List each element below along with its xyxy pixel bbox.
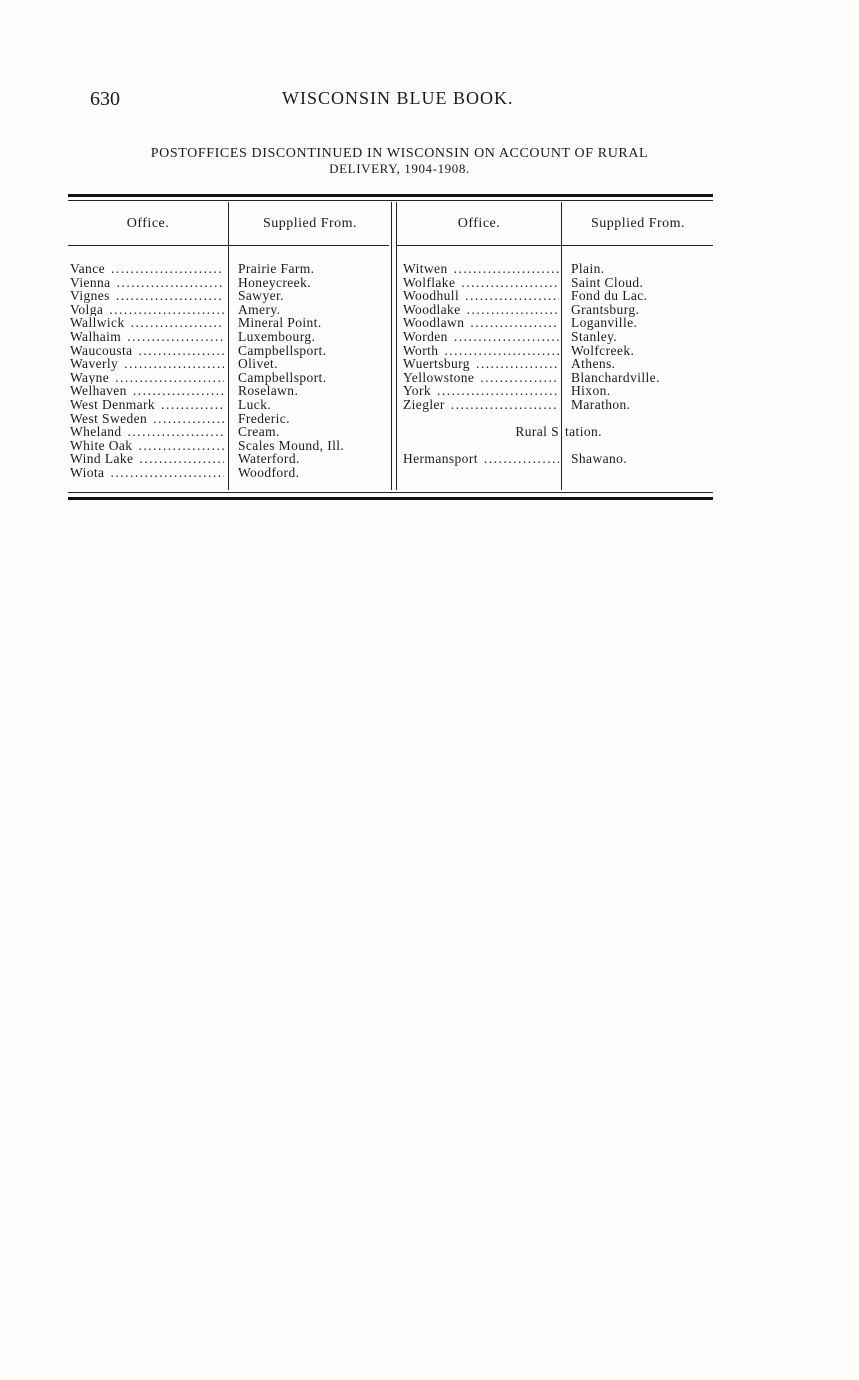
rural-station-label-left: Rural S	[515, 424, 559, 439]
leader-dots	[480, 371, 559, 385]
office-name: Witwen	[403, 262, 448, 276]
office-name: White Oak	[70, 438, 133, 453]
supplied-from-cell: Fond du Lac.	[571, 288, 648, 304]
office-cell	[403, 344, 559, 358]
office-name: Worden	[403, 329, 448, 344]
office-cell	[403, 357, 559, 371]
leader-dots	[484, 452, 559, 466]
supplied-from-cell: Plain.	[571, 261, 605, 276]
leader-dots	[451, 398, 559, 412]
supplied-from-cell: Roselawn.	[238, 383, 299, 399]
office-cell	[70, 357, 224, 371]
supplied-from-cell: Prairie Farm.	[238, 261, 315, 276]
supplied-from-cell: Sawyer.	[238, 288, 284, 304]
office-cell	[70, 439, 224, 453]
leader-dots	[139, 452, 224, 466]
supplied-from-cell: Hixon.	[571, 383, 611, 399]
right-supplied-column	[571, 262, 711, 412]
table-top-rule-thin	[68, 200, 713, 201]
leader-dots	[476, 357, 559, 371]
column-header-office-left: Office.	[126, 216, 170, 231]
leader-dots	[444, 344, 559, 358]
leader-dots	[124, 357, 224, 371]
office-cell	[70, 466, 224, 480]
leader-dots	[109, 303, 224, 317]
office-name: Waucousta	[70, 343, 133, 358]
office-cell	[403, 289, 559, 303]
leader-dots	[116, 289, 224, 303]
header-rule	[68, 245, 389, 246]
leader-dots	[454, 330, 559, 344]
office-name: Wheland	[70, 425, 122, 439]
leader-dots	[117, 276, 224, 290]
table-title	[82, 146, 717, 176]
table-title-line1: POSTOFFICES DISCONTINUED IN WISCONSIN ON ACCOUNT OF RURAL	[150, 146, 649, 161]
office-cell	[403, 371, 559, 385]
supplied-from-cell: Luck.	[238, 396, 272, 412]
office-cell	[70, 262, 224, 276]
rural-station-label-right: tation.	[565, 424, 602, 439]
office-cell	[403, 398, 559, 412]
office-name: Vignes	[70, 289, 110, 303]
office-name: Wolflake	[403, 275, 456, 290]
office-cell	[403, 276, 559, 290]
office-name: West Sweden	[70, 411, 148, 426]
office-name: Welhaven	[70, 384, 127, 398]
supplied-from-cell: Mineral Point.	[238, 315, 322, 331]
office-cell	[70, 276, 224, 290]
office-cell	[70, 371, 224, 385]
leader-dots	[127, 330, 224, 344]
office-name: West Denmark	[70, 397, 156, 412]
office-name: Wuertsburg	[403, 357, 470, 371]
supplied-from-cell: Cream.	[238, 424, 280, 440]
table-bottom-rule-thin	[68, 492, 713, 493]
office-cell	[70, 344, 224, 358]
office-name: York	[403, 384, 431, 398]
office-name: Walhaim	[70, 329, 122, 344]
supplied-from-cell: Frederic.	[238, 410, 290, 426]
right-office-column	[403, 262, 559, 412]
supplied-from-cell: Woodford.	[238, 464, 300, 480]
leader-dots	[454, 262, 559, 276]
supplied-from-cell: Scales Mound, Ill.	[238, 437, 345, 453]
office-name: Wind Lake	[70, 452, 134, 466]
leader-dots	[128, 425, 224, 439]
office-name: Ziegler	[403, 397, 445, 412]
office-name: Waverly	[70, 357, 119, 371]
supplied-from-cell: Saint Cloud.	[571, 274, 644, 290]
supplied-from-cell: Honeycreek.	[238, 274, 311, 290]
supplied-from-cell: Campbellsport.	[238, 369, 327, 385]
header-rule	[397, 245, 713, 246]
office-name: Wayne	[70, 370, 110, 385]
supplied-from-cell: Blanchardville.	[571, 369, 660, 385]
leader-dots	[461, 276, 559, 290]
supplied-from-cell: Loganville.	[571, 315, 638, 331]
page-number: 630	[90, 88, 120, 110]
supplied-from-cell: Wolfcreek.	[571, 342, 635, 358]
office-name: Worth	[403, 343, 439, 358]
rural-station-supplied: Shawano.	[571, 451, 628, 466]
office-name: Volga	[70, 302, 104, 317]
office-cell	[70, 289, 224, 303]
office-cell	[70, 384, 224, 398]
leader-dots	[111, 262, 224, 276]
supplied-from-cell: Marathon.	[571, 396, 631, 412]
table-title-line2: DELIVERY, 1904-1908.	[329, 161, 470, 176]
leader-dots	[153, 412, 224, 426]
office-cell	[70, 316, 224, 330]
column-header-office-right: Office.	[457, 216, 501, 231]
office-cell	[70, 303, 224, 317]
leader-dots	[115, 371, 224, 385]
supplied-from-cell: Grantsburg.	[571, 301, 640, 317]
leader-dots	[470, 316, 559, 330]
office-cell	[70, 452, 224, 466]
office-cell	[70, 412, 224, 426]
office-cell	[70, 425, 224, 439]
office-cell	[403, 303, 559, 317]
office-name: Wallwick	[70, 316, 125, 330]
left-supplied-column	[238, 262, 388, 480]
office-name: Woodlawn	[403, 316, 465, 330]
office-name: Woodlake	[403, 302, 461, 317]
left-office-column	[70, 262, 224, 480]
table-bottom-rule	[68, 497, 713, 500]
supplied-from-cell: Athens.	[571, 356, 616, 372]
leader-dots	[138, 439, 224, 453]
running-head: WISCONSIN BLUE BOOK.	[282, 88, 514, 108]
supplied-from-cell: Campbellsport.	[238, 342, 327, 358]
leader-dots	[133, 384, 224, 398]
column-header-supplied-right: Supplied From.	[590, 216, 686, 231]
leader-dots	[465, 289, 559, 303]
leader-dots	[161, 398, 224, 412]
rural-station-office-cell	[403, 452, 559, 466]
office-name: Vance	[70, 262, 105, 276]
column-header-supplied-left: Supplied From.	[262, 216, 358, 231]
office-cell	[70, 398, 224, 412]
leader-dots	[139, 344, 225, 358]
office-name: Vienna	[70, 275, 111, 290]
office-cell	[403, 316, 559, 330]
office-name: Wiota	[70, 465, 105, 480]
office-cell	[403, 262, 559, 276]
table-top-rule	[68, 194, 713, 197]
leader-dots	[110, 466, 224, 480]
supplied-from-cell: Stanley.	[571, 328, 618, 344]
office-name: Yellowstone	[403, 370, 475, 385]
leader-dots	[467, 303, 559, 317]
supplied-from-cell: Amery.	[238, 301, 281, 317]
office-cell	[403, 384, 559, 398]
supplied-from-cell: Waterford.	[238, 451, 300, 467]
office-cell	[403, 330, 559, 344]
rural-station-office: Hermansport	[403, 452, 478, 466]
supplied-from-cell: Olivet.	[238, 356, 278, 372]
supplied-from-cell: Luxembourg.	[238, 328, 316, 344]
leader-dots	[131, 316, 224, 330]
office-name: Woodhull	[403, 289, 460, 303]
leader-dots	[437, 384, 559, 398]
office-cell	[70, 330, 224, 344]
